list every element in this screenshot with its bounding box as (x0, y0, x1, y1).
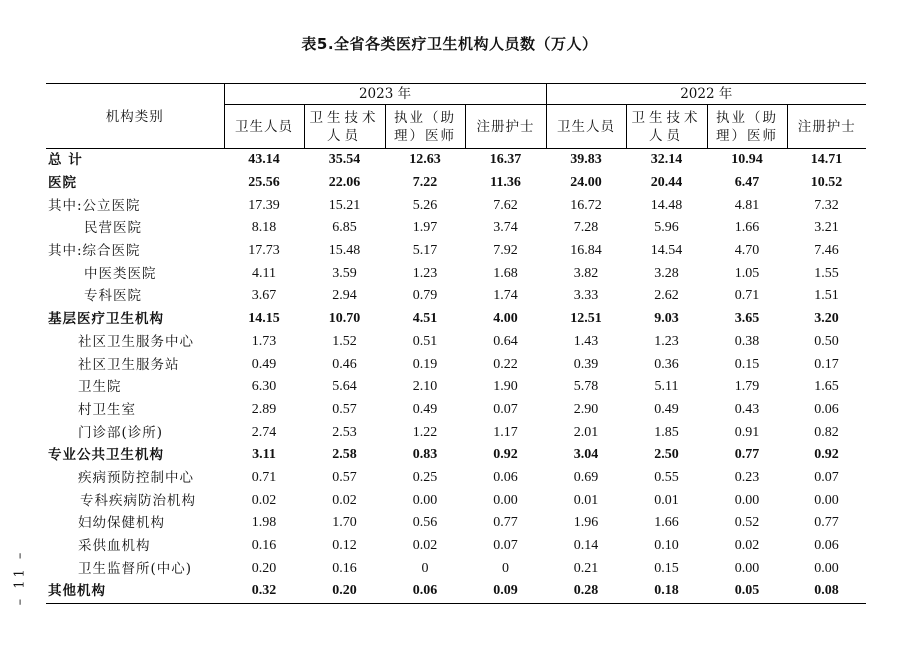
cell-value: 3.28 (654, 265, 679, 281)
row-label: 卫生监督所(中心) (78, 560, 193, 577)
cell-value: 16.37 (489, 152, 522, 168)
cell-value: 0.16 (332, 560, 357, 576)
cell-value: 10.70 (328, 311, 361, 327)
row-label: 其中:综合医院 (48, 243, 141, 260)
cell-value: 0.18 (654, 583, 679, 599)
cell-value: 0 (502, 560, 510, 576)
cell-value: 0.02 (734, 538, 760, 554)
cell-value: 0.21 (573, 560, 599, 576)
cell-value: 10.52 (810, 175, 843, 191)
cell-value: 4.81 (734, 197, 760, 213)
cell-value: 0.07 (493, 401, 518, 417)
row-label: 门诊部(诊所) (78, 424, 164, 441)
cell-value: 0.77 (493, 515, 518, 531)
cell-value: 0.02 (332, 492, 357, 508)
cell-value: 0.46 (332, 356, 357, 372)
cell-value: 0.49 (654, 401, 679, 417)
cell-value: 3.04 (573, 447, 599, 463)
cell-value: 4.11 (252, 265, 276, 281)
table-row (46, 535, 866, 558)
cell-value: 5.26 (412, 197, 438, 213)
cell-value: 16.72 (570, 197, 602, 213)
cell-value: 2.94 (332, 288, 357, 304)
table-row (46, 194, 866, 217)
cell-value: 0.17 (814, 356, 839, 372)
cell-value: 0.23 (734, 469, 760, 485)
cell-value: 0.12 (332, 538, 357, 554)
cell-value: 0.83 (412, 447, 438, 463)
cell-value: 2.90 (573, 401, 599, 417)
cell-value: 3.65 (734, 311, 760, 327)
cell-value: 0.20 (332, 583, 357, 599)
cell-value: 0.00 (412, 492, 438, 508)
year-header-2022: 2022 年 (546, 84, 866, 105)
cell-value: 3.82 (573, 265, 599, 281)
cell-value: 2.50 (654, 447, 679, 463)
table-row (46, 172, 866, 195)
cell-value: 3.33 (573, 288, 599, 304)
cell-value: 0.92 (493, 447, 518, 463)
page-title: 表5.全省各类医疗卫生机构人员数（万人） (301, 35, 598, 53)
cell-value: 2.01 (573, 424, 599, 440)
cell-value: 0.79 (412, 288, 438, 304)
cell-value: 0.22 (493, 356, 518, 372)
cell-value: 14.15 (248, 311, 280, 327)
cell-value: 1.23 (654, 333, 679, 349)
row-label: 医院 (48, 175, 77, 192)
col-header-physicians: 执业（助理）医师 (707, 105, 787, 149)
cell-value: 12.51 (570, 311, 602, 327)
cell-value: 15.21 (328, 197, 361, 213)
table-row (46, 262, 866, 285)
cell-value: 15.48 (328, 243, 361, 259)
cell-value: 0.02 (412, 538, 438, 554)
cell-value: 1.79 (734, 379, 760, 395)
cell-value: 0.06 (412, 583, 438, 599)
cell-value: 0.00 (814, 492, 839, 508)
cell-value: 2.62 (654, 288, 679, 304)
cell-value: 4.51 (412, 311, 438, 327)
cell-value: 1.51 (814, 288, 839, 304)
cell-value: 0.82 (814, 424, 839, 440)
row-label: 疾病预防控制中心 (78, 469, 194, 486)
cell-value: 0.00 (734, 492, 760, 508)
cell-value: 2.10 (412, 379, 438, 395)
cell-value: 7.32 (814, 197, 839, 213)
cell-value: 1.66 (734, 220, 760, 236)
cell-value: 0.39 (573, 356, 599, 372)
cell-value: 0.15 (734, 356, 760, 372)
category-header: 机构类别 (46, 84, 224, 149)
cell-value: 0.71 (251, 469, 277, 485)
cell-value: 1.55 (814, 265, 839, 281)
cell-value: 1.97 (412, 220, 438, 236)
cell-value: 1.85 (654, 424, 679, 440)
cell-value: 5.17 (412, 243, 438, 259)
cell-value: 6.85 (332, 220, 357, 236)
cell-value: 25.56 (248, 175, 280, 191)
row-label: 妇幼保健机构 (78, 515, 165, 532)
col-header-nurses: 注册护士 (465, 105, 546, 149)
cell-value: 6.30 (251, 379, 277, 395)
cell-value: 0.06 (493, 469, 518, 485)
cell-value: 2.74 (251, 424, 277, 440)
cell-value: 3.11 (252, 447, 276, 463)
cell-value: 1.43 (573, 333, 599, 349)
row-label: 专科医院 (84, 288, 142, 305)
cell-value: 0 (421, 560, 429, 576)
cell-value: 14.54 (650, 243, 683, 259)
cell-value: 20.44 (650, 175, 683, 191)
cell-value: 6.47 (734, 175, 760, 191)
cell-value: 0.20 (251, 560, 277, 576)
table-row (46, 149, 866, 172)
row-label: 其他机构 (48, 583, 106, 600)
cell-value: 0.08 (814, 583, 839, 599)
cell-value: 0.32 (251, 583, 277, 599)
cell-value: 7.22 (412, 175, 438, 191)
cell-value: 0.06 (814, 401, 839, 417)
row-label: 采供血机构 (78, 538, 151, 555)
row-label: 村卫生室 (78, 401, 136, 418)
cell-value: 12.63 (409, 152, 441, 168)
cell-value: 5.64 (332, 379, 357, 395)
cell-value: 0.49 (251, 356, 277, 372)
cell-value: 0.02 (251, 492, 277, 508)
col-header-staff: 卫生人员 (224, 105, 304, 149)
page-number: – 11 – (12, 549, 28, 606)
cell-value: 5.96 (654, 220, 679, 236)
cell-value: 1.65 (814, 379, 839, 395)
cell-value: 0.92 (814, 447, 839, 463)
year-header-2023: 2023 年 (224, 84, 546, 105)
cell-value: 0.09 (493, 583, 518, 599)
cell-value: 1.05 (734, 265, 760, 281)
cell-value: 1.70 (332, 515, 357, 531)
table-row (46, 399, 866, 422)
table-row (46, 512, 866, 535)
table-row (46, 331, 866, 354)
table-row (46, 421, 866, 444)
cell-value: 1.52 (332, 333, 357, 349)
cell-value: 0.77 (734, 447, 760, 463)
cell-value: 1.96 (573, 515, 599, 531)
cell-value: 0.01 (654, 492, 679, 508)
table-row (46, 489, 866, 512)
cell-value: 0.05 (734, 583, 760, 599)
cell-value: 7.46 (814, 243, 839, 259)
cell-value: 7.62 (493, 197, 518, 213)
cell-value: 24.00 (570, 175, 602, 191)
header-row-years (46, 84, 866, 105)
cell-value: 1.23 (412, 265, 438, 281)
col-header-nurses: 注册护士 (787, 105, 866, 149)
col-header-tech-staff: 卫生技术人员 (626, 105, 707, 149)
cell-value: 32.14 (650, 152, 683, 168)
cell-value: 4.70 (734, 243, 760, 259)
cell-value: 0.07 (493, 538, 518, 554)
cell-value: 16.84 (570, 243, 602, 259)
row-label: 总 计 (48, 152, 83, 169)
cell-value: 0.10 (654, 538, 679, 554)
cell-value: 0.43 (734, 401, 760, 417)
cell-value: 8.18 (251, 220, 277, 236)
cell-value: 0.56 (412, 515, 438, 531)
row-label: 其中:公立医院 (48, 197, 141, 214)
cell-value: 35.54 (328, 152, 361, 168)
row-label: 卫生院 (78, 379, 122, 396)
cell-value: 14.71 (810, 152, 843, 168)
row-label: 民营医院 (84, 220, 142, 237)
table-row (46, 217, 866, 240)
cell-value: 22.06 (328, 175, 361, 191)
table-row (46, 376, 866, 399)
cell-value: 10.94 (731, 152, 763, 168)
cell-value: 0.57 (332, 401, 357, 417)
cell-value: 1.68 (493, 265, 518, 281)
cell-value: 0.00 (734, 560, 760, 576)
cell-value: 3.21 (814, 220, 839, 236)
cell-value: 0.19 (412, 356, 438, 372)
cell-value: 0.36 (654, 356, 679, 372)
cell-value: 7.28 (573, 220, 599, 236)
cell-value: 0.15 (654, 560, 679, 576)
cell-value: 0.16 (251, 538, 277, 554)
cell-value: 0.00 (493, 492, 518, 508)
cell-value: 0.06 (814, 538, 839, 554)
cell-value: 0.91 (734, 424, 760, 440)
table-row (46, 285, 866, 308)
cell-value: 0.14 (573, 538, 599, 554)
cell-value: 5.78 (573, 379, 599, 395)
row-label: 基层医疗卫生机构 (48, 311, 164, 328)
cell-value: 0.57 (332, 469, 357, 485)
cell-value: 1.17 (493, 424, 518, 440)
table-row (46, 444, 866, 467)
cell-value: 14.48 (650, 197, 683, 213)
table-row (46, 557, 866, 580)
cell-value: 17.39 (248, 197, 280, 213)
col-header-staff: 卫生人员 (546, 105, 626, 149)
row-label: 中医类医院 (84, 265, 157, 282)
cell-value: 17.73 (248, 243, 280, 259)
cell-value: 0.01 (573, 492, 599, 508)
cell-value: 1.73 (251, 333, 277, 349)
table-row (46, 467, 866, 490)
cell-value: 0.28 (573, 583, 599, 599)
row-label: 专科疾病防治机构 (80, 492, 196, 509)
cell-value: 2.53 (332, 424, 357, 440)
cell-value: 0.38 (734, 333, 760, 349)
cell-value: 0.55 (654, 469, 679, 485)
cell-value: 1.74 (493, 288, 518, 304)
cell-value: 3.74 (493, 220, 518, 236)
cell-value: 0.52 (734, 515, 760, 531)
cell-value: 3.59 (332, 265, 357, 281)
cell-value: 39.83 (570, 152, 602, 168)
cell-value: 3.67 (251, 288, 277, 304)
cell-value: 1.90 (493, 379, 518, 395)
table-row (46, 240, 866, 263)
cell-value: 0.25 (412, 469, 438, 485)
cell-value: 4.00 (493, 311, 518, 327)
table-row (46, 353, 866, 376)
col-header-physicians: 执业（助理）医师 (385, 105, 465, 149)
staff-table (46, 83, 866, 604)
cell-value: 0.71 (734, 288, 760, 304)
cell-value: 1.98 (251, 515, 277, 531)
cell-value: 0.64 (493, 333, 518, 349)
cell-value: 43.14 (248, 152, 280, 168)
cell-value: 1.66 (654, 515, 679, 531)
cell-value: 3.20 (814, 311, 839, 327)
cell-value: 0.07 (814, 469, 839, 485)
cell-value: 11.36 (490, 175, 521, 191)
col-header-tech-staff: 卫生技术人员 (304, 105, 385, 149)
cell-value: 2.89 (251, 401, 277, 417)
row-label: 社区卫生服务站 (78, 356, 180, 373)
cell-value: 0.50 (814, 333, 839, 349)
cell-value: 0.49 (412, 401, 438, 417)
cell-value: 5.11 (654, 379, 679, 395)
cell-value: 0.51 (412, 333, 438, 349)
cell-value: 0.00 (814, 560, 839, 576)
cell-value: 7.92 (493, 243, 518, 259)
cell-value: 9.03 (654, 311, 679, 327)
cell-value: 1.22 (412, 424, 438, 440)
row-label: 专业公共卫生机构 (48, 447, 164, 464)
row-label: 社区卫生服务中心 (78, 333, 194, 350)
table-row (46, 308, 866, 331)
cell-value: 0.69 (573, 469, 599, 485)
cell-value: 2.58 (332, 447, 357, 463)
cell-value: 0.77 (814, 515, 839, 531)
table-row (46, 580, 866, 603)
